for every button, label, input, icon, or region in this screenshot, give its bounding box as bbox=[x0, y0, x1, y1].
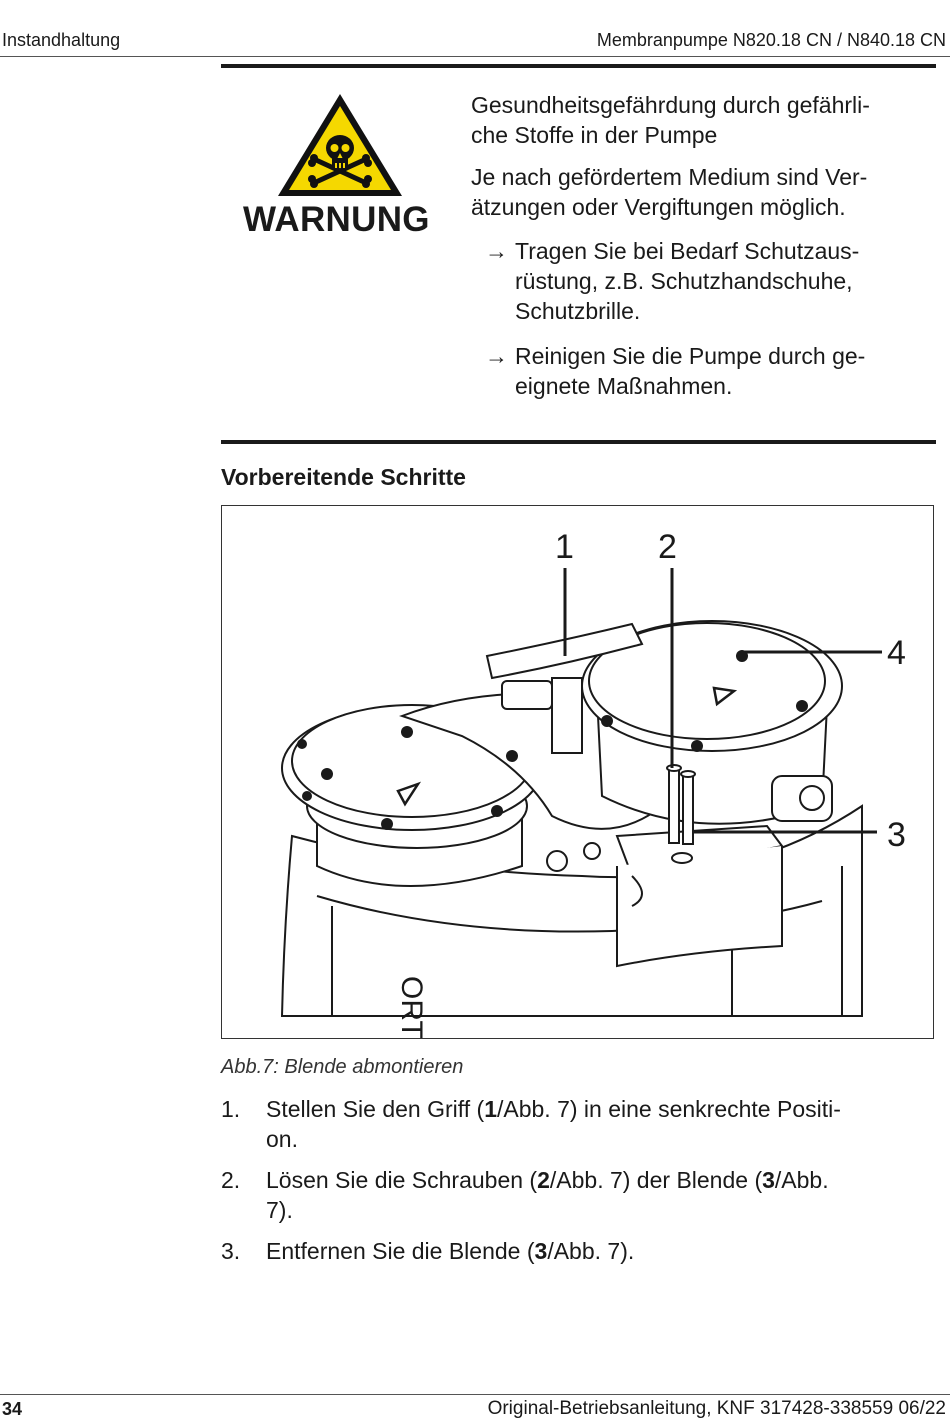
step-item bbox=[221, 1236, 931, 1266]
housing-lettering: ORT bbox=[395, 976, 428, 1039]
step-ref: 3 bbox=[762, 1167, 775, 1193]
callout-4: 4 bbox=[887, 634, 906, 672]
warning-action-line: eignete Maßnahmen. bbox=[515, 373, 733, 399]
warning-title-line: che Stoffe in der Pumpe bbox=[471, 122, 718, 148]
step-item bbox=[221, 1165, 931, 1225]
footer-divider bbox=[0, 1394, 950, 1395]
section-heading: Vorbereitende Schritte bbox=[221, 464, 466, 490]
step-item bbox=[221, 1094, 931, 1154]
warning-action-line: rüstung, z.B. Schutzhandschuhe, bbox=[515, 268, 853, 294]
pump-drawing bbox=[222, 506, 934, 1039]
step-text: 7). bbox=[266, 1197, 293, 1223]
step-ref: 3 bbox=[534, 1238, 548, 1264]
warning-consequence bbox=[471, 162, 931, 222]
warning-action-line: Tragen Sie bei Bedarf Schutzaus- bbox=[515, 238, 860, 264]
warning-action-item bbox=[485, 236, 925, 326]
warning-consequence-line: Je nach gefördertem Medium sind Ver- bbox=[471, 164, 868, 190]
step-text: /Abb. 7) der Blende ( bbox=[549, 1167, 763, 1193]
step-number: 3. bbox=[221, 1238, 241, 1264]
header-section-title: Instandhaltung bbox=[2, 30, 121, 50]
step-text: Stellen Sie den Griff ( bbox=[266, 1096, 485, 1122]
page-number: 34 bbox=[2, 1399, 23, 1419]
step-text: Lösen Sie die Schrauben ( bbox=[266, 1167, 538, 1193]
step-number: 1. bbox=[221, 1096, 241, 1122]
warning-title-line: Gesundheitsgefährdung durch gefährli- bbox=[471, 92, 870, 118]
skull-warning-triangle-icon bbox=[276, 92, 404, 198]
warning-action-line: Schutzbrille. bbox=[515, 298, 641, 324]
arrow-right-icon: → bbox=[485, 238, 508, 264]
step-text: /Abb. bbox=[774, 1167, 829, 1193]
warning-bottom-rule bbox=[221, 440, 936, 444]
warning-consequence-line: ätzungen oder Vergiftungen möglich. bbox=[471, 194, 846, 220]
arrow-right-icon: → bbox=[485, 343, 508, 369]
step-ref: 2 bbox=[537, 1167, 550, 1193]
figure-caption: Abb.7: Blende abmontieren bbox=[221, 1056, 464, 1078]
warning-top-rule bbox=[221, 64, 936, 68]
footer-document-id: Original-Betriebsanleitung, KNF 317428-338559 06/22 bbox=[487, 1398, 946, 1419]
step-text: Entfernen Sie die Blende ( bbox=[266, 1238, 535, 1264]
step-ref: 1 bbox=[484, 1096, 497, 1122]
warning-signal-word: WARNUNG bbox=[243, 200, 430, 239]
header-document-title: Membranpumpe N820.18 CN / N840.18 CN bbox=[596, 30, 946, 50]
step-number: 2. bbox=[221, 1167, 241, 1193]
pump-figure bbox=[221, 505, 934, 1039]
step-text: /Abb. 7). bbox=[547, 1238, 635, 1264]
header-divider bbox=[0, 56, 950, 57]
callout-1: 1 bbox=[555, 528, 574, 566]
warning-action-line: Reinigen Sie die Pumpe durch ge- bbox=[515, 343, 866, 369]
warning-action-item bbox=[485, 341, 925, 401]
step-text: on. bbox=[266, 1126, 298, 1152]
warning-title bbox=[471, 90, 931, 150]
callout-3: 3 bbox=[887, 816, 906, 854]
callout-2: 2 bbox=[658, 528, 677, 566]
step-text: /Abb. 7) in eine senkrechte Positi- bbox=[496, 1096, 841, 1122]
